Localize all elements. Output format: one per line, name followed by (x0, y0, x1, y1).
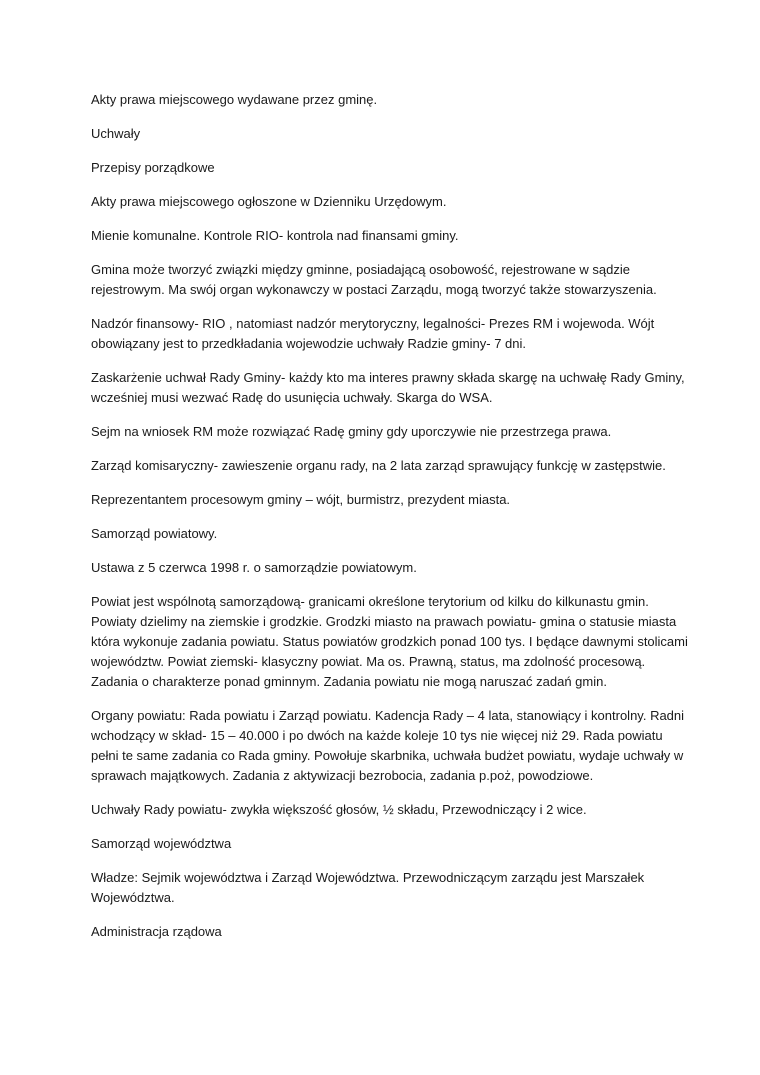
paragraph-uchwaly-rady-powiatu: Uchwały Rady powiatu- zwykła większość głosów, ½ składu, Przewodniczący i 2 wice. (91, 802, 587, 817)
paragraph-zaskarzenie-uchwal: Zaskarżenie uchwał Rady Gminy- każdy kto ma interes prawny składa skargę na uchwałę Rady Gminy, wcześniej musi wezwać Radę do usunięcia uchwały. Skarga do WSA. (91, 370, 685, 405)
paragraph-zwiazki-gminne: Gmina może tworzyć związki między gminne, posiadającą osobowość, rejestrowane w sądzie rejestrowym. Ma swój organ wykonawczy w postaci Zarządu, mogą tworzyć także stowarzyszenia. (91, 262, 657, 297)
paragraph-akty-wydawane: Akty prawa miejscowego wydawane przez gminę. (91, 92, 378, 107)
paragraph-uchwaly: Uchwały (91, 126, 141, 141)
paragraph-sejm-rozwiazanie: Sejm na wniosek RM może rozwiązać Radę gminy gdy uporczywie nie przestrzega prawa. (91, 424, 612, 439)
paragraph-zarzad-komisaryczny: Zarząd komisaryczny- zawieszenie organu rady, na 2 lata zarząd sprawujący funkcję w zastępstwie. (91, 458, 666, 473)
paragraph-nadzor-finansowy: Nadzór finansowy- RIO , natomiast nadzór merytoryczny, legalności- Prezes RM i wojewoda. Wójt obowiązany jest to przedkładania wojewodzie uchwały Radzie gminy- 7 dni. (91, 316, 655, 351)
paragraph-powiat-wspolnota: Powiat jest wspólnotą samorządową- granicami określone terytorium od kilku do kilkunastu gmin. Powiaty dzielimy na ziemskie i grodzkie. Grodzki miasto na prawach powiatu- gmina o statusie miasta która wykonuje zadania powiatu. Status powiatów grodzkich ponad 100 tys. I będące dawnymi stolicami województw. Powiat ziemski- klasyczny powiat. Ma os. Prawną, status, ma zdolność procesową. Zadania o charakterze ponad gminnym. Zadania powiatu nie mogą naruszać zadań gmin. (91, 594, 688, 689)
paragraph-reprezentant-procesowy: Reprezentantem procesowym gminy – wójt, burmistrz, prezydent miasta. (91, 492, 511, 507)
heading-samorzad-wojewodztwa: Samorząd województwa (91, 836, 232, 851)
paragraph-ustawa-powiatowa: Ustawa z 5 czerwca 1998 r. o samorządzie powiatowym. (91, 560, 417, 575)
paragraph-organy-powiatu: Organy powiatu: Rada powiatu i Zarząd powiatu. Kadencja Rady – 4 lata, stanowiący i kontrolny. Radni wchodzący w skład- 15 – 40.000 i po dwóch na każde koleje 10 tys nie więcej niż 29. Rada powiatu pełni te same zadania co Rada gminy. Powołuje skarbnika, uchwała budżet powiatu, wydaje uchwały w sprawach majątkowych. Zadania z aktywizacji bezrobocia, zadania p.poż, powodziowe. (91, 708, 685, 783)
paragraph-wladze-wojewodztwa: Władze: Sejmik województwa i Zarząd Województwa. Przewodniczącym zarządu jest Marszałek Województwa. (91, 870, 645, 905)
paragraph-mienie-komunalne: Mienie komunalne. Kontrole RIO- kontrola nad finansami gminy. (91, 228, 459, 243)
paragraph-akty-ogloszone: Akty prawa miejscowego ogłoszone w Dzienniku Urzędowym. (91, 194, 447, 209)
document-page (91, 90, 691, 956)
heading-samorzad-powiatowy: Samorząd powiatowy. (91, 526, 218, 541)
paragraph-przepisy-porzadkowe: Przepisy porządkowe (91, 160, 215, 175)
heading-administracja-rzadowa: Administracja rządowa (91, 924, 222, 939)
